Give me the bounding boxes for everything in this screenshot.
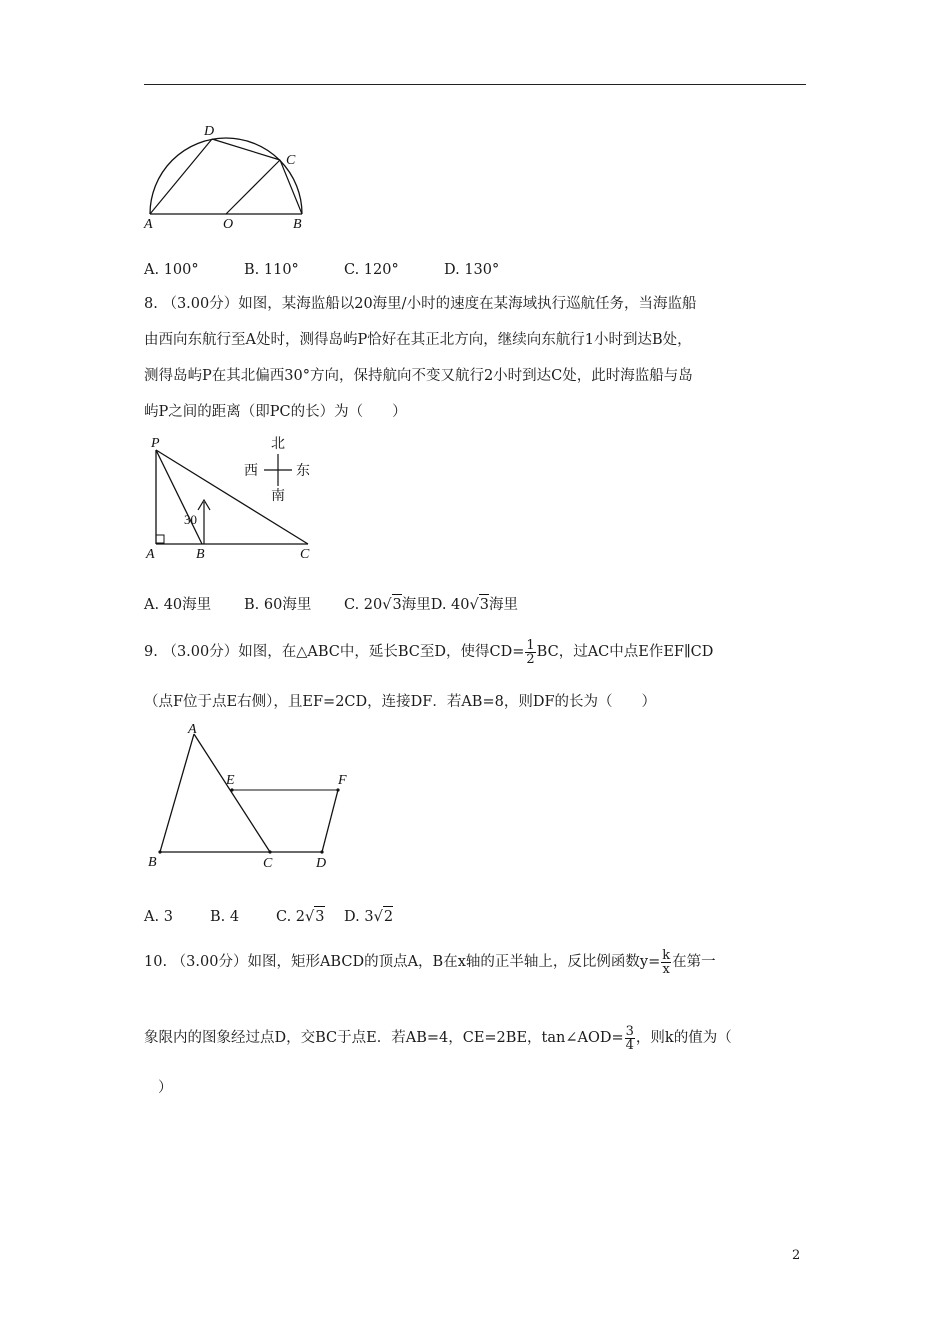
q8-option-c bbox=[344, 594, 431, 615]
q9-option-c bbox=[276, 906, 344, 927]
chord-dc bbox=[212, 139, 280, 160]
point-d bbox=[320, 850, 323, 853]
q7-option-b: B. 110° bbox=[244, 262, 299, 278]
segment-df bbox=[322, 790, 338, 852]
q10-fraction-1-denominator: x bbox=[662, 961, 670, 977]
q7-semicircle-figure bbox=[140, 118, 315, 233]
q10-line-1-end: 在第一 bbox=[672, 954, 716, 970]
q9-option-d-sqrt: √2 bbox=[374, 906, 393, 927]
q9-option-a: A. 3 bbox=[144, 909, 173, 925]
page-number: 2 bbox=[792, 1248, 801, 1263]
q10-line-3: ） bbox=[158, 1080, 173, 1096]
chord-cb bbox=[280, 160, 302, 214]
q9-option-c-sqrt: √3 bbox=[305, 906, 324, 927]
label-b: B bbox=[293, 217, 302, 232]
q10-fraction-tan bbox=[625, 1025, 635, 1052]
q9-option-c-coef: C. 2 bbox=[276, 909, 306, 925]
compass-south: 南 bbox=[271, 488, 285, 504]
q9-line-2: （点F位于点E右侧），且EF=2CD，连接DF．若AB=8，则DF的长为（ ） bbox=[144, 694, 657, 710]
q9-option-d-coef: D. 3 bbox=[344, 909, 374, 925]
q9-option-b: B. 4 bbox=[210, 909, 240, 925]
q9-options bbox=[144, 906, 393, 927]
q7-option-a: A. 100° bbox=[144, 262, 199, 278]
point-e bbox=[230, 788, 233, 791]
q8-option-d-sqrt: √3 bbox=[470, 594, 489, 615]
q9-fraction bbox=[525, 639, 535, 666]
label-f: F bbox=[338, 773, 347, 788]
q8-option-d-coef: D. 40 bbox=[430, 597, 470, 613]
point-f bbox=[336, 788, 339, 791]
q8-option-b: B. 60海里 bbox=[244, 597, 312, 613]
q9-fraction-denominator: 2 bbox=[526, 651, 535, 667]
point-c bbox=[268, 850, 271, 853]
label-b: B bbox=[148, 855, 157, 870]
q7-option-d: D. 130° bbox=[444, 262, 500, 278]
q10-fraction-1-numerator: k bbox=[662, 947, 671, 963]
q9-fraction-numerator: 1 bbox=[526, 637, 535, 653]
q8-option-d-unit: 海里 bbox=[489, 597, 518, 613]
label-d: D bbox=[204, 124, 215, 139]
q9-option-d-radicand: 2 bbox=[383, 906, 393, 927]
q8-line-2: 由西向东航行至A处时，测得岛屿P恰好在其正北方向，继续向东航行1小时到达B处， bbox=[144, 332, 692, 348]
q8-option-a: A. 40海里 bbox=[144, 597, 212, 613]
point-b bbox=[158, 850, 161, 853]
label-p: P bbox=[151, 436, 160, 451]
segment-ab bbox=[160, 734, 194, 852]
label-a: A bbox=[188, 722, 197, 737]
header-rule bbox=[144, 84, 806, 85]
label-o: O bbox=[223, 217, 234, 232]
q8-options bbox=[144, 594, 518, 615]
q9-option-c-radicand: 3 bbox=[314, 906, 324, 927]
q9-option-d bbox=[344, 906, 393, 927]
q8-line-1: 8. （3.00分）如图，某海监船以20海里/小时的速度在某海域执行巡航任务，当海监船 bbox=[144, 296, 697, 312]
label-c: C bbox=[286, 153, 296, 168]
right-angle-mark bbox=[156, 535, 164, 543]
segment-oc bbox=[226, 160, 280, 214]
q10-fraction-2-denominator: 4 bbox=[625, 1037, 634, 1053]
q9-line-1-start: 9. （3.00分）如图，在△ABC中，延长BC至D，使得CD= bbox=[144, 644, 525, 660]
compass-west: 西 bbox=[244, 463, 258, 479]
compass-north: 北 bbox=[271, 436, 285, 452]
label-c: C bbox=[300, 547, 310, 562]
label-a: A bbox=[144, 217, 153, 232]
label-d: D bbox=[316, 856, 327, 871]
q10-line-2 bbox=[144, 1024, 732, 1052]
q10-fraction-k-over-x bbox=[661, 949, 671, 976]
q9-triangle-figure bbox=[140, 722, 365, 872]
q10-line-2-start: 象限内的图象经过点D，交BC于点E．若AB=4，CE=2BE，tan∠AOD= bbox=[144, 1030, 624, 1046]
semicircle-arc bbox=[150, 138, 302, 214]
q9-line-1-end: BC，过AC中点E作EF∥CD bbox=[536, 644, 714, 660]
label-e: E bbox=[226, 773, 235, 788]
q10-line-2-end: ，则k的值为（ bbox=[635, 1030, 732, 1046]
q8-option-c-coef: C. 20 bbox=[344, 597, 383, 613]
compass-east: 东 bbox=[296, 463, 310, 479]
q8-option-d-radicand: 3 bbox=[479, 594, 489, 615]
angle-label: 30 bbox=[184, 512, 197, 527]
q7-option-c: C. 120° bbox=[344, 262, 399, 278]
q8-option-c-unit: 海里 bbox=[401, 597, 431, 613]
label-b: B bbox=[196, 547, 205, 562]
label-c: C bbox=[263, 856, 273, 871]
segment-ac bbox=[194, 734, 270, 852]
q9-line-1 bbox=[144, 638, 713, 666]
q8-navigation-figure bbox=[140, 432, 330, 564]
label-a: A bbox=[146, 547, 155, 562]
q10-fraction-2-numerator: 3 bbox=[625, 1023, 634, 1039]
q8-option-c-sqrt: √3 bbox=[382, 594, 401, 615]
q8-option-d bbox=[431, 594, 518, 615]
q8-line-4: 屿P之间的距离（即PC的长）为（ ） bbox=[144, 404, 407, 420]
q8-line-3: 测得岛屿P在其北偏西30°方向，保持航向不变又航行2小时到达C处，此时海监船与岛 bbox=[144, 368, 693, 384]
q8-option-c-radicand: 3 bbox=[392, 594, 402, 615]
q7-options bbox=[144, 260, 499, 280]
q10-line-1 bbox=[144, 948, 716, 976]
q10-line-1-start: 10. （3.00分）如图，矩形ABCD的顶点A，B在x轴的正半轴上，反比例函数y= bbox=[144, 954, 661, 970]
